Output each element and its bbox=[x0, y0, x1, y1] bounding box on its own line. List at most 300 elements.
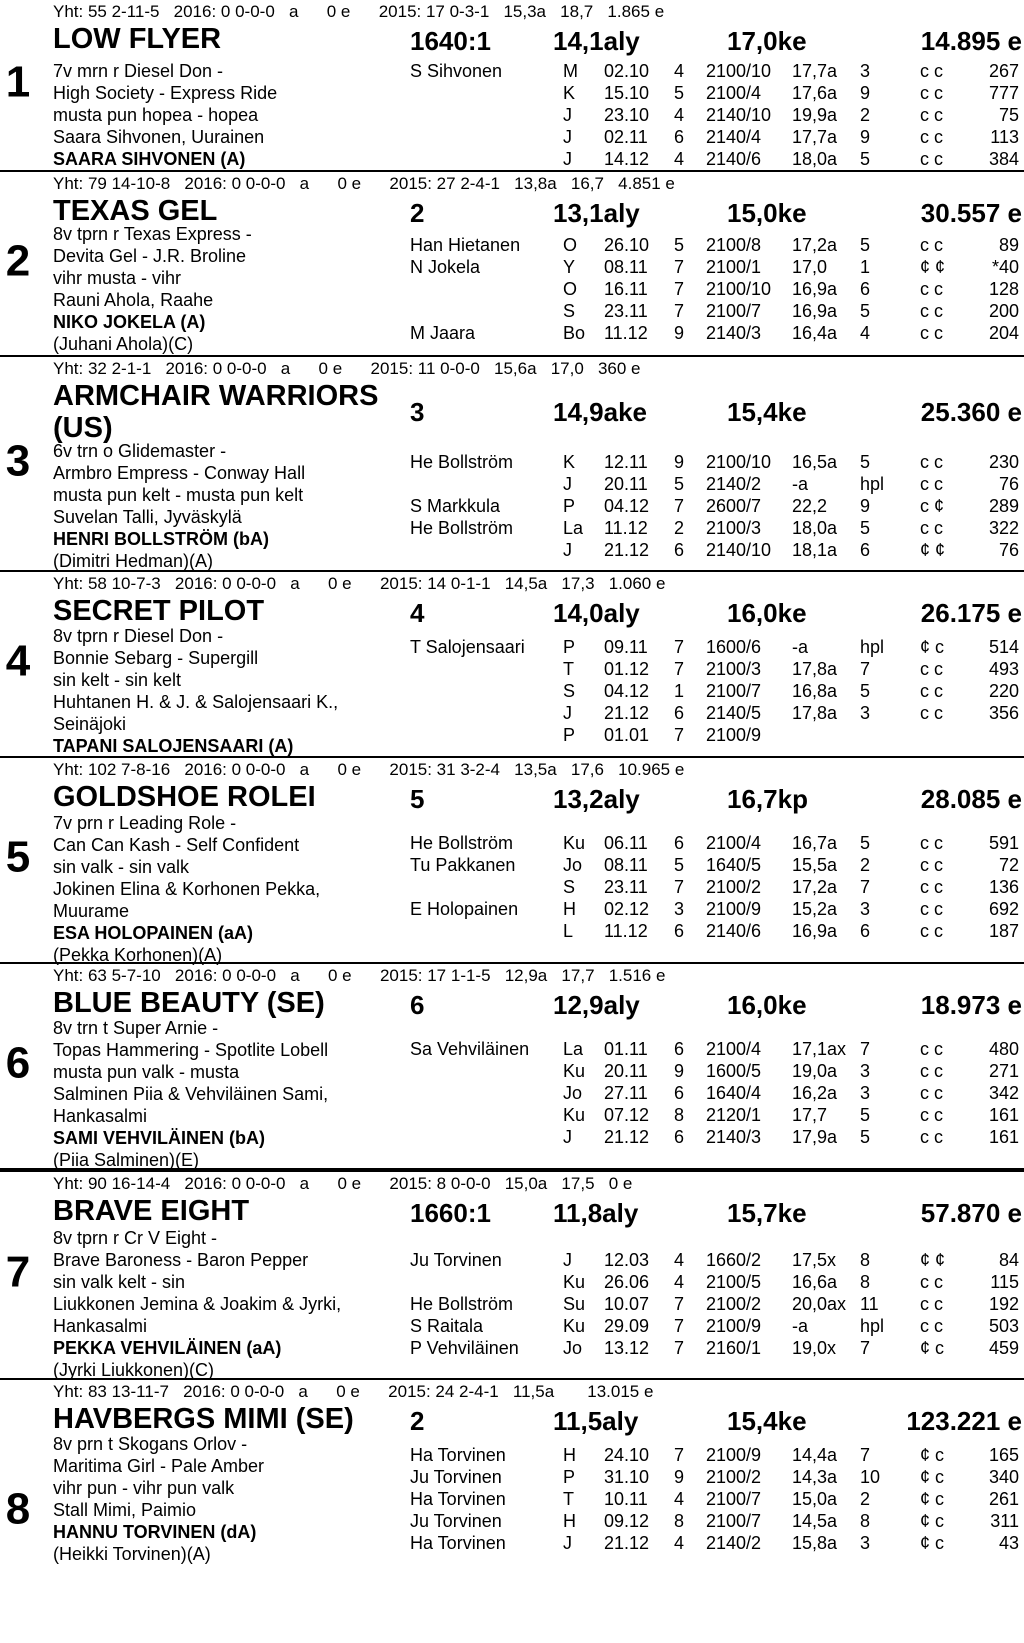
start-driver: S Markkula bbox=[410, 496, 501, 516]
start-distance: 2100/9 bbox=[706, 1316, 762, 1336]
start-placing: 10 bbox=[860, 1467, 881, 1487]
start-driver: He Bollström bbox=[410, 518, 514, 538]
start-placing: 7 bbox=[860, 1445, 871, 1465]
info-line: 7v mrn r Diesel Don - bbox=[53, 61, 224, 81]
info-line: (Piia Salminen)(E) bbox=[53, 1150, 200, 1170]
start-post: 7 bbox=[674, 1445, 685, 1465]
start-row bbox=[0, 920, 1024, 942]
track-number: 1660:1 bbox=[410, 1198, 491, 1228]
start-time: 19,0a bbox=[792, 1061, 838, 1081]
start-track: O bbox=[563, 279, 578, 299]
start-track: K bbox=[563, 83, 576, 103]
start-odds: 89 bbox=[998, 235, 1019, 255]
start-odds: 267 bbox=[988, 61, 1019, 81]
start-odds: 384 bbox=[988, 149, 1019, 169]
total-earnings: 57.870 e bbox=[920, 1198, 1022, 1228]
start-date: 21.12 bbox=[604, 703, 650, 723]
start-post: 4 bbox=[674, 1533, 685, 1553]
recent-starts bbox=[0, 451, 1024, 561]
track-number: 3 bbox=[410, 397, 425, 427]
start-shoes: ¢ c bbox=[920, 1467, 945, 1487]
start-distance: 2100/8 bbox=[706, 235, 762, 255]
start-date: 11.12 bbox=[604, 323, 648, 343]
recent-starts bbox=[0, 234, 1024, 344]
start-time: 17,2a bbox=[792, 235, 838, 255]
start-date: 12.03 bbox=[604, 1250, 650, 1270]
start-date: 31.10 bbox=[604, 1467, 650, 1487]
info-line: Rauni Ahola, Raahe bbox=[53, 290, 214, 310]
start-placing: 5 bbox=[860, 1127, 871, 1147]
start-odds: 289 bbox=[988, 496, 1019, 516]
start-row bbox=[0, 636, 1024, 658]
start-shoes: c c bbox=[920, 833, 944, 853]
start-post: 1 bbox=[674, 681, 685, 701]
start-date: 02.10 bbox=[604, 61, 650, 81]
start-date: 24.10 bbox=[604, 1445, 650, 1465]
start-placing: 5 bbox=[860, 452, 871, 472]
start-shoes: c c bbox=[920, 703, 944, 723]
start-placing: 3 bbox=[860, 1083, 871, 1103]
info-line: Hankasalmi bbox=[53, 1316, 148, 1336]
record-time-2: 15,4ke bbox=[727, 397, 807, 427]
start-number: 1 bbox=[5, 57, 31, 107]
start-distance: 2140/5 bbox=[706, 703, 762, 723]
info-line: Suvelan Talli, Jyväskylä bbox=[53, 507, 242, 527]
start-track: P bbox=[563, 1467, 576, 1487]
start-post: 9 bbox=[674, 1061, 685, 1081]
start-driver: Ju Torvinen bbox=[410, 1467, 502, 1487]
start-row bbox=[0, 278, 1024, 300]
info-line: 8v tprn r Diesel Don - bbox=[53, 626, 224, 646]
start-shoes: c c bbox=[920, 323, 944, 343]
start-placing: 9 bbox=[860, 127, 871, 147]
horse-name-line: LOW FLYER bbox=[53, 23, 222, 55]
start-placing: 5 bbox=[860, 149, 871, 169]
start-placing: 5 bbox=[860, 681, 871, 701]
start-driver: E Holopainen bbox=[410, 899, 519, 919]
start-time: -a bbox=[792, 474, 809, 494]
start-time: 18,0a bbox=[792, 518, 838, 538]
start-shoes: c c bbox=[920, 1105, 944, 1125]
info-line: (Jyrki Liukkonen)(C) bbox=[53, 1360, 215, 1380]
horse-name-line: SECRET PILOT bbox=[53, 595, 265, 627]
start-number: 3 bbox=[5, 436, 31, 485]
start-date: 09.11 bbox=[604, 637, 648, 657]
info-line: Maritima Girl - Pale Amber bbox=[53, 1456, 265, 1476]
info-line: musta pun hopea - hopea bbox=[53, 105, 259, 125]
record-time-1: 14,0aly bbox=[553, 598, 640, 628]
record-time-1: 11,8aly bbox=[553, 1198, 639, 1228]
total-earnings: 30.557 e bbox=[920, 198, 1022, 228]
start-track: P bbox=[563, 637, 576, 657]
start-post: 4 bbox=[674, 1272, 685, 1292]
info-line: 8v trn t Super Arnie - bbox=[53, 1018, 219, 1038]
start-post: 3 bbox=[674, 899, 685, 919]
recent-starts bbox=[0, 57, 1024, 170]
horse-entry bbox=[0, 572, 1024, 758]
horse-name bbox=[53, 1195, 249, 1227]
stats-header: Yht: 32 2-1-1 2016: 0 0-0-0 a 0 e 2015: 11 0-0-0 15,6a 17,0 360 e bbox=[53, 359, 641, 378]
info-line: Salminen Piia & Vehviläinen Sami, bbox=[53, 1084, 329, 1104]
start-placing: 2 bbox=[860, 855, 871, 875]
start-track: La bbox=[563, 518, 584, 538]
start-placing: 7 bbox=[860, 659, 871, 679]
start-number: 4 bbox=[5, 636, 31, 686]
horse-name bbox=[53, 23, 221, 55]
total-earnings: 28.085 e bbox=[920, 784, 1022, 814]
start-row bbox=[0, 104, 1024, 126]
start-row bbox=[0, 1315, 1024, 1337]
start-odds: 692 bbox=[988, 899, 1019, 919]
info-line: vihr pun - vihr pun valk bbox=[53, 1478, 235, 1498]
info-line: 6v trn o Glidemaster - bbox=[53, 441, 227, 461]
start-date: 04.12 bbox=[604, 496, 650, 516]
start-track: Ku bbox=[563, 1316, 586, 1336]
start-placing: 1 bbox=[860, 257, 871, 277]
start-shoes: c c bbox=[920, 83, 944, 103]
start-post: 7 bbox=[674, 637, 685, 657]
start-placing: 5 bbox=[860, 833, 871, 853]
start-post: 5 bbox=[674, 855, 685, 875]
start-shoes: ¢ c bbox=[920, 637, 945, 657]
start-post: 4 bbox=[674, 149, 685, 169]
start-placing: 3 bbox=[860, 703, 871, 723]
start-time: 17,9a bbox=[792, 1127, 838, 1147]
total-earnings: 26.175 e bbox=[920, 598, 1022, 628]
start-shoes: ¢ c bbox=[920, 1445, 945, 1465]
start-distance: 2140/2 bbox=[706, 474, 762, 494]
start-date: 01.12 bbox=[604, 659, 650, 679]
start-distance: 1660/2 bbox=[706, 1250, 762, 1270]
driver-name: NIKO JOKELA (A) bbox=[53, 312, 206, 332]
start-placing: 9 bbox=[860, 496, 871, 516]
start-date: 16.11 bbox=[604, 279, 648, 299]
start-placing: 6 bbox=[860, 540, 871, 560]
start-date: 02.11 bbox=[604, 127, 648, 147]
start-driver: N Jokela bbox=[410, 257, 481, 277]
start-post: 6 bbox=[674, 1039, 685, 1059]
info-line: (Pekka Korhonen)(A) bbox=[53, 945, 223, 965]
start-distance: 2120/1 bbox=[706, 1105, 762, 1125]
info-line: Stall Mimi, Paimio bbox=[53, 1500, 197, 1520]
start-row bbox=[0, 1444, 1024, 1466]
start-track: Y bbox=[563, 257, 576, 277]
start-shoes: ¢ ¢ bbox=[920, 540, 946, 560]
start-time: 19,0x bbox=[792, 1338, 837, 1358]
start-shoes: c c bbox=[920, 1083, 944, 1103]
start-number: 7 bbox=[5, 1247, 31, 1297]
start-shoes: c c bbox=[920, 235, 944, 255]
start-odds: 340 bbox=[988, 1467, 1019, 1487]
start-odds: 165 bbox=[988, 1445, 1019, 1465]
recent-starts bbox=[0, 1249, 1024, 1359]
start-number: 2 bbox=[5, 236, 31, 285]
start-distance: 2100/1 bbox=[706, 257, 762, 277]
start-odds: 493 bbox=[988, 659, 1019, 679]
track-number: 4 bbox=[410, 598, 425, 628]
total-earnings: 123.221 e bbox=[906, 1406, 1022, 1436]
start-row bbox=[0, 1488, 1024, 1510]
start-placing: 6 bbox=[860, 279, 871, 299]
start-distance: 2100/2 bbox=[706, 1467, 762, 1487]
start-time: 17,5x bbox=[792, 1250, 837, 1270]
start-driver: Han Hietanen bbox=[410, 235, 521, 255]
start-shoes: ¢ c bbox=[920, 1511, 945, 1531]
start-time: 15,0a bbox=[792, 1489, 838, 1509]
info-line: Topas Hammering - Spotlite Lobell bbox=[53, 1040, 329, 1060]
start-track: J bbox=[563, 1250, 572, 1270]
start-row bbox=[0, 1104, 1024, 1126]
start-time: 15,8a bbox=[792, 1533, 838, 1553]
start-time: 17,0 bbox=[792, 257, 828, 277]
start-shoes: c c bbox=[920, 899, 944, 919]
start-distance: 2600/7 bbox=[706, 496, 762, 516]
start-odds: 136 bbox=[988, 877, 1019, 897]
start-distance: 1600/6 bbox=[706, 637, 762, 657]
track-number: 5 bbox=[410, 784, 425, 814]
start-placing: hpl bbox=[860, 474, 885, 494]
start-track: J bbox=[563, 149, 572, 169]
stats-header: Yht: 102 7-8-16 2016: 0 0-0-0 a 0 e 2015: 31 3-2-4 13,5a 17,6 10.965 e bbox=[53, 760, 685, 779]
start-odds: 76 bbox=[998, 474, 1019, 494]
start-post: 6 bbox=[674, 1083, 685, 1103]
start-post: 2 bbox=[674, 518, 685, 538]
start-odds: 322 bbox=[988, 518, 1019, 538]
start-distance: 2160/1 bbox=[706, 1338, 762, 1358]
stats-header: Yht: 55 2-11-5 2016: 0 0-0-0 a 0 e 2015: 17 0-3-1 15,3a 18,7 1.865 e bbox=[53, 2, 665, 21]
start-shoes: c c bbox=[920, 855, 944, 875]
start-row bbox=[0, 517, 1024, 539]
driver-name: ESA HOLOPAINEN (aA) bbox=[53, 923, 254, 943]
info-line: Devita Gel - J.R. Broline bbox=[53, 246, 247, 266]
start-track: P bbox=[563, 725, 576, 745]
start-odds: 356 bbox=[988, 703, 1019, 723]
start-odds: 161 bbox=[988, 1105, 1019, 1125]
start-track: J bbox=[563, 474, 572, 494]
start-row bbox=[0, 256, 1024, 278]
start-post: 5 bbox=[674, 83, 685, 103]
start-time: 16,9a bbox=[792, 921, 838, 941]
info-line: Armbro Empress - Conway Hall bbox=[53, 463, 306, 483]
start-shoes: c c bbox=[920, 1039, 944, 1059]
start-shoes: c c bbox=[920, 1316, 944, 1336]
start-odds: 192 bbox=[988, 1294, 1019, 1314]
start-post: 9 bbox=[674, 1467, 685, 1487]
start-post: 6 bbox=[674, 703, 685, 723]
start-driver: Sa Vehviläinen bbox=[410, 1039, 530, 1059]
start-shoes: ¢ ¢ bbox=[920, 257, 946, 277]
start-distance: 2100/7 bbox=[706, 301, 762, 321]
start-distance: 2140/10 bbox=[706, 105, 772, 125]
start-distance: 1600/5 bbox=[706, 1061, 762, 1081]
horse-entry bbox=[0, 1172, 1024, 1380]
start-placing: 11 bbox=[860, 1294, 879, 1314]
start-time: 14,3a bbox=[792, 1467, 838, 1487]
start-distance: 2100/4 bbox=[706, 83, 762, 103]
start-distance: 2100/10 bbox=[706, 279, 772, 299]
start-distance: 2140/6 bbox=[706, 149, 762, 169]
start-time: 14,4a bbox=[792, 1445, 838, 1465]
start-shoes: ¢ c bbox=[920, 1489, 945, 1509]
start-placing: 8 bbox=[860, 1272, 871, 1292]
info-line: Jokinen Elina & Korhonen Pekka, bbox=[53, 879, 321, 899]
driver-name: HANNU TORVINEN (dA) bbox=[53, 1522, 257, 1542]
horse-entry bbox=[0, 758, 1024, 964]
start-placing: 2 bbox=[860, 1489, 871, 1509]
start-placing: 5 bbox=[860, 235, 871, 255]
recent-starts bbox=[0, 1038, 1024, 1148]
info-line: sin valk kelt - sin bbox=[53, 1272, 186, 1292]
record-time-1: 14,1aly bbox=[553, 26, 640, 56]
start-post: 6 bbox=[674, 1127, 685, 1147]
start-date: 23.11 bbox=[604, 301, 648, 321]
start-placing: 7 bbox=[860, 1039, 871, 1059]
start-time: -a bbox=[792, 637, 809, 657]
start-track: Ku bbox=[563, 1061, 586, 1081]
start-placing: 7 bbox=[860, 877, 871, 897]
total-earnings: 18.973 e bbox=[920, 990, 1022, 1020]
start-date: 08.11 bbox=[604, 855, 648, 875]
start-date: 21.12 bbox=[604, 1127, 650, 1147]
start-odds: 43 bbox=[998, 1533, 1019, 1553]
start-time: 16,2a bbox=[792, 1083, 838, 1103]
horse-name bbox=[53, 987, 325, 1019]
start-placing: 3 bbox=[860, 1533, 871, 1553]
info-line: Bonnie Sebarg - Supergill bbox=[53, 648, 259, 668]
start-track: O bbox=[563, 235, 578, 255]
start-time: 17,8a bbox=[792, 659, 838, 679]
track-number: 2 bbox=[410, 198, 425, 228]
start-post: 8 bbox=[674, 1511, 685, 1531]
horse-name-line: TEXAS GEL bbox=[53, 195, 218, 227]
start-shoes: c c bbox=[920, 659, 944, 679]
start-distance: 2140/10 bbox=[706, 540, 772, 560]
start-number: 6 bbox=[5, 1038, 31, 1088]
info-line: Seinäjoki bbox=[53, 714, 127, 734]
start-date: 20.11 bbox=[604, 1061, 648, 1081]
start-time: 16,7a bbox=[792, 833, 838, 853]
start-odds: 271 bbox=[988, 1061, 1019, 1081]
start-distance: 2100/9 bbox=[706, 899, 762, 919]
start-time: 17,6a bbox=[792, 83, 838, 103]
info-line: Huhtanen H. & J. & Salojensaari K., bbox=[53, 692, 339, 712]
start-driver: S Sihvonen bbox=[410, 61, 503, 81]
start-track: S bbox=[563, 681, 576, 701]
start-shoes: c c bbox=[920, 127, 944, 147]
recent-starts bbox=[0, 832, 1024, 942]
start-row bbox=[0, 322, 1024, 344]
start-placing: 9 bbox=[860, 83, 871, 103]
start-date: 08.11 bbox=[604, 257, 648, 277]
start-odds: 311 bbox=[990, 1511, 1019, 1531]
record-time-2: 15,0ke bbox=[727, 198, 807, 228]
start-post: 7 bbox=[674, 659, 685, 679]
start-shoes: c c bbox=[920, 681, 944, 701]
start-track: J bbox=[563, 1127, 572, 1147]
start-shoes: c c bbox=[920, 921, 944, 941]
start-row bbox=[0, 724, 1024, 746]
driver-name: SAMI VEHVILÄINEN (bA) bbox=[53, 1128, 266, 1148]
start-row bbox=[0, 1271, 1024, 1293]
start-date: 04.12 bbox=[604, 681, 650, 701]
start-row bbox=[0, 1126, 1024, 1148]
start-odds: 777 bbox=[988, 83, 1019, 103]
start-row bbox=[0, 300, 1024, 322]
start-time: 17,7 bbox=[792, 1105, 828, 1125]
start-post: 7 bbox=[674, 1294, 685, 1314]
start-row bbox=[0, 1060, 1024, 1082]
start-distance: 2140/3 bbox=[706, 323, 762, 343]
start-date: 23.11 bbox=[604, 877, 648, 897]
horse-name-line: ARMCHAIR WARRIORS bbox=[53, 380, 379, 412]
start-time: 19,9a bbox=[792, 105, 838, 125]
start-date: 29.09 bbox=[604, 1316, 650, 1336]
start-odds: 128 bbox=[988, 279, 1019, 299]
start-row bbox=[0, 126, 1024, 148]
start-time: 17,1ax bbox=[792, 1039, 847, 1059]
start-post: 7 bbox=[674, 257, 685, 277]
record-time-1: 11,5aly bbox=[553, 1406, 639, 1436]
start-time: 14,5a bbox=[792, 1511, 838, 1531]
start-driver: He Bollström bbox=[410, 1294, 514, 1314]
start-time: 17,2a bbox=[792, 877, 838, 897]
start-time: 16,9a bbox=[792, 301, 838, 321]
info-line: sin kelt - sin kelt bbox=[53, 670, 182, 690]
start-distance: 2140/6 bbox=[706, 921, 762, 941]
start-post: 8 bbox=[674, 1105, 685, 1125]
start-placing: 6 bbox=[860, 921, 871, 941]
start-post: 4 bbox=[674, 61, 685, 81]
info-line: vihr musta - vihr bbox=[53, 268, 182, 288]
start-post: 6 bbox=[674, 921, 685, 941]
start-placing: 2 bbox=[860, 105, 871, 125]
info-line: musta pun kelt - musta pun kelt bbox=[53, 485, 304, 505]
start-distance: 2100/2 bbox=[706, 877, 762, 897]
start-driver: Ha Torvinen bbox=[410, 1489, 506, 1509]
info-line: Can Can Kash - Self Confident bbox=[53, 835, 300, 855]
start-post: 7 bbox=[674, 496, 685, 516]
start-shoes: ¢ ¢ bbox=[920, 1250, 946, 1270]
horse-name bbox=[53, 1403, 354, 1435]
driver-name: HENRI BOLLSTRÖM (bA) bbox=[53, 529, 269, 549]
start-post: 4 bbox=[674, 1250, 685, 1270]
start-time: 15,5a bbox=[792, 855, 838, 875]
stats-header: Yht: 63 5-7-10 2016: 0 0-0-0 a 0 e 2015: 17 1-1-5 12,9a 17,7 1.516 e bbox=[53, 966, 666, 985]
record-time-1: 13,1aly bbox=[553, 198, 640, 228]
start-shoes: ¢ c bbox=[920, 1338, 945, 1358]
start-date: 11.12 bbox=[604, 518, 648, 538]
stats-header: Yht: 79 14-10-8 2016: 0 0-0-0 a 0 e 2015: 27 2-4-1 13,8a 16,7 4.851 e bbox=[53, 174, 675, 193]
start-distance: 2100/4 bbox=[706, 1039, 762, 1059]
start-odds: 113 bbox=[990, 127, 1019, 147]
start-track: Ku bbox=[563, 833, 586, 853]
start-date: 06.11 bbox=[604, 833, 648, 853]
start-shoes: c c bbox=[920, 474, 944, 494]
start-distance: 2100/7 bbox=[706, 681, 762, 701]
start-post: 9 bbox=[674, 323, 685, 343]
start-placing: hpl bbox=[860, 1316, 885, 1336]
start-driver: Tu Pakkanen bbox=[410, 855, 516, 875]
start-date: 23.10 bbox=[604, 105, 650, 125]
start-date: 20.11 bbox=[604, 474, 648, 494]
start-track: H bbox=[563, 1511, 576, 1531]
start-distance: 2100/7 bbox=[706, 1489, 762, 1509]
start-post: 4 bbox=[674, 105, 685, 125]
start-post: 7 bbox=[674, 1316, 685, 1336]
info-line: 7v prn r Leading Role - bbox=[53, 813, 237, 833]
start-placing: 3 bbox=[860, 899, 871, 919]
start-driver: Ha Torvinen bbox=[410, 1445, 506, 1465]
